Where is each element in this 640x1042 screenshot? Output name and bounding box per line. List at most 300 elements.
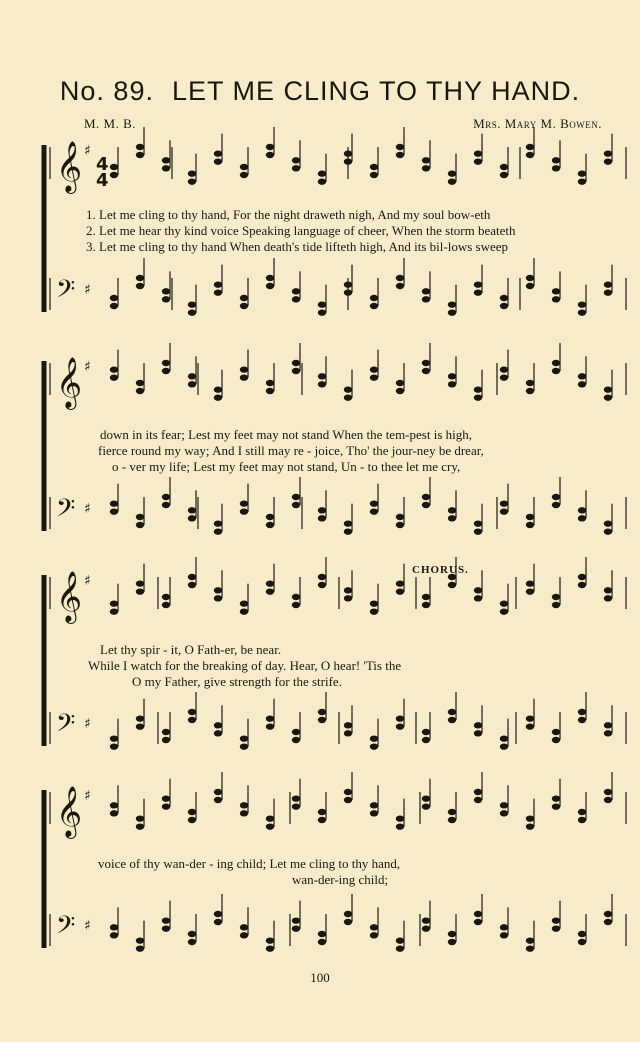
- notehead: [214, 289, 222, 295]
- notehead: [266, 522, 274, 528]
- notehead: [188, 809, 196, 815]
- notehead: [188, 301, 196, 307]
- notehead: [500, 366, 508, 372]
- notehead: [162, 737, 170, 743]
- notehead: [344, 150, 352, 156]
- notehead: [474, 595, 482, 601]
- notehead: [136, 588, 144, 594]
- notehead: [526, 152, 534, 158]
- notehead: [188, 939, 196, 945]
- notehead: [188, 507, 196, 513]
- notehead: [344, 528, 352, 534]
- notehead: [552, 296, 560, 302]
- notehead: [370, 172, 378, 178]
- notehead: [344, 797, 352, 803]
- notehead: [526, 580, 534, 586]
- notehead: [344, 520, 352, 526]
- notehead: [422, 157, 430, 163]
- notehead: [162, 803, 170, 809]
- notehead: [318, 170, 326, 176]
- notehead: [448, 515, 456, 521]
- chorus-label: CHORUS.: [412, 564, 469, 576]
- notehead: [110, 735, 118, 741]
- notehead: [214, 150, 222, 156]
- notehead: [240, 500, 248, 506]
- notehead: [370, 374, 378, 380]
- time-signature-icon: 4: [96, 170, 109, 191]
- composer-credit: M. M. B.: [84, 116, 137, 131]
- notehead: [162, 494, 170, 500]
- treble-clef-icon: 𝄞: [56, 786, 83, 837]
- notehead: [240, 600, 248, 606]
- notehead: [188, 717, 196, 723]
- notehead: [266, 723, 274, 729]
- notehead: [422, 602, 430, 608]
- notehead: [318, 381, 326, 387]
- notehead: [604, 289, 612, 295]
- notehead: [370, 366, 378, 372]
- notehead: [526, 522, 534, 528]
- notehead: [136, 275, 144, 281]
- notehead: [292, 157, 300, 163]
- notehead: [448, 717, 456, 723]
- bass-clef-icon: 𝄢: [56, 494, 76, 529]
- notehead: [292, 925, 300, 931]
- notehead: [292, 795, 300, 801]
- notehead: [396, 388, 404, 394]
- notehead: [474, 150, 482, 156]
- notehead: [240, 924, 248, 930]
- notehead: [552, 368, 560, 374]
- key-signature-sharp-icon: ♯: [84, 918, 91, 934]
- notehead: [500, 924, 508, 930]
- key-signature-sharp-icon: ♯: [84, 788, 91, 804]
- notehead: [370, 810, 378, 816]
- notehead: [604, 394, 612, 400]
- notehead: [604, 281, 612, 287]
- notehead: [396, 823, 404, 829]
- notehead: [188, 373, 196, 379]
- notehead: [318, 515, 326, 521]
- notehead: [266, 588, 274, 594]
- notehead: [162, 925, 170, 931]
- notehead: [162, 602, 170, 608]
- notehead: [136, 380, 144, 386]
- notehead: [214, 520, 222, 526]
- notehead: [526, 815, 534, 821]
- notehead: [474, 722, 482, 728]
- notehead: [214, 797, 222, 803]
- notehead: [474, 158, 482, 164]
- notehead: [370, 802, 378, 808]
- notehead: [370, 924, 378, 930]
- notehead: [292, 165, 300, 171]
- notehead: [266, 380, 274, 386]
- notehead: [474, 528, 482, 534]
- notehead: [396, 588, 404, 594]
- notehead: [474, 281, 482, 287]
- notehead: [110, 508, 118, 514]
- notehead: [422, 917, 430, 923]
- notehead: [500, 164, 508, 170]
- notehead: [396, 937, 404, 943]
- notehead: [110, 802, 118, 808]
- notehead: [162, 917, 170, 923]
- notehead: [162, 502, 170, 508]
- notehead: [266, 275, 274, 281]
- notehead: [396, 380, 404, 386]
- notehead: [344, 394, 352, 400]
- notehead: [188, 170, 196, 176]
- time-signature-icon: 4: [96, 154, 109, 175]
- notehead: [526, 388, 534, 394]
- notehead: [422, 360, 430, 366]
- notehead: [500, 743, 508, 749]
- notehead: [292, 594, 300, 600]
- treble-clef-icon: 𝄞: [56, 357, 83, 408]
- notehead: [578, 381, 586, 387]
- notehead: [266, 388, 274, 394]
- notehead: [526, 144, 534, 150]
- notehead: [552, 925, 560, 931]
- notehead: [292, 494, 300, 500]
- lyric-line: down in its fear; Lest my feet may not stand When the tem-pest is high,: [100, 427, 472, 442]
- key-signature-sharp-icon: ♯: [84, 282, 91, 298]
- notehead: [604, 528, 612, 534]
- notehead: [396, 522, 404, 528]
- notehead: [110, 374, 118, 380]
- notehead: [396, 580, 404, 586]
- key-signature-sharp-icon: ♯: [84, 716, 91, 732]
- notehead: [500, 802, 508, 808]
- notehead: [136, 945, 144, 951]
- notehead: [136, 723, 144, 729]
- treble-clef-icon: 𝄞: [56, 571, 83, 622]
- notehead: [292, 502, 300, 508]
- author-credit: Mrs. Mary M. Bowen.: [473, 116, 602, 131]
- notehead: [604, 789, 612, 795]
- notehead: [318, 309, 326, 315]
- notehead: [474, 386, 482, 392]
- notehead: [188, 574, 196, 580]
- notehead: [188, 178, 196, 184]
- notehead: [214, 158, 222, 164]
- notehead: [240, 735, 248, 741]
- notehead: [578, 582, 586, 588]
- notehead: [110, 366, 118, 372]
- notehead: [448, 809, 456, 815]
- notehead: [214, 386, 222, 392]
- notehead: [578, 809, 586, 815]
- notehead: [448, 507, 456, 513]
- notehead: [344, 911, 352, 917]
- notehead: [552, 602, 560, 608]
- notehead: [552, 288, 560, 294]
- notehead: [604, 722, 612, 728]
- notehead: [396, 514, 404, 520]
- notehead: [240, 164, 248, 170]
- notehead: [162, 296, 170, 302]
- notehead: [214, 394, 222, 400]
- notehead: [552, 157, 560, 163]
- notehead: [318, 574, 326, 580]
- notehead: [214, 722, 222, 728]
- notehead: [266, 945, 274, 951]
- notehead: [422, 925, 430, 931]
- notehead: [266, 152, 274, 158]
- notehead: [422, 288, 430, 294]
- notehead: [136, 815, 144, 821]
- lyric-line: o - ver my life; Lest my feet may not stand, Un - to thee let me cry,: [112, 459, 461, 474]
- notehead: [578, 717, 586, 723]
- notehead: [422, 737, 430, 743]
- notehead: [552, 795, 560, 801]
- notehead: [240, 303, 248, 309]
- notehead: [552, 502, 560, 508]
- notehead: [396, 275, 404, 281]
- notehead: [500, 608, 508, 614]
- page-number: 100: [310, 970, 330, 985]
- notehead: [604, 158, 612, 164]
- bass-clef-icon: 𝄢: [56, 275, 76, 310]
- notehead: [110, 164, 118, 170]
- notehead: [136, 580, 144, 586]
- notehead: [318, 709, 326, 715]
- notehead: [110, 600, 118, 606]
- hymn-name: LET ME CLING TO THY HAND.: [171, 76, 581, 106]
- notehead: [266, 283, 274, 289]
- notehead: [422, 296, 430, 302]
- notehead: [136, 823, 144, 829]
- notehead: [292, 917, 300, 923]
- notehead: [604, 797, 612, 803]
- notehead: [474, 587, 482, 593]
- notehead: [526, 937, 534, 943]
- lyric-line: 3. Let me cling to thy hand When death's tide lifteth high, And its bil-lows sweep: [86, 239, 509, 254]
- notehead: [448, 931, 456, 937]
- notehead: [344, 919, 352, 925]
- notehead: [604, 911, 612, 917]
- notehead: [188, 582, 196, 588]
- notehead: [500, 500, 508, 506]
- notehead: [136, 152, 144, 158]
- notehead: [318, 178, 326, 184]
- notehead: [292, 737, 300, 743]
- notehead: [344, 730, 352, 736]
- notehead: [162, 594, 170, 600]
- notehead: [578, 507, 586, 513]
- notehead: [448, 170, 456, 176]
- notehead: [370, 932, 378, 938]
- notehead: [604, 919, 612, 925]
- notehead: [500, 374, 508, 380]
- notehead: [526, 945, 534, 951]
- notehead: [318, 717, 326, 723]
- lyric-line: 1. Let me cling to thy hand, For the night draweth nigh, And my soul bow-eth: [86, 207, 491, 222]
- notehead: [162, 368, 170, 374]
- notehead: [240, 374, 248, 380]
- notehead: [526, 380, 534, 386]
- notehead: [266, 823, 274, 829]
- notehead: [500, 600, 508, 606]
- notehead: [526, 275, 534, 281]
- notehead: [318, 507, 326, 513]
- notehead: [396, 144, 404, 150]
- notehead: [604, 150, 612, 156]
- notehead: [552, 803, 560, 809]
- notehead: [344, 289, 352, 295]
- notehead: [396, 723, 404, 729]
- notehead: [370, 164, 378, 170]
- notehead: [188, 709, 196, 715]
- notehead: [110, 810, 118, 816]
- notehead: [162, 157, 170, 163]
- notehead: [110, 743, 118, 749]
- notehead: [552, 494, 560, 500]
- notehead: [500, 932, 508, 938]
- notehead: [422, 368, 430, 374]
- notehead: [552, 729, 560, 735]
- notehead: [578, 817, 586, 823]
- lyric-line: While I watch for the breaking of day. Hear, O hear! 'Tis the: [88, 658, 402, 673]
- notehead: [214, 911, 222, 917]
- notehead: [578, 515, 586, 521]
- notehead: [500, 295, 508, 301]
- notehead: [266, 937, 274, 943]
- notehead: [162, 729, 170, 735]
- notehead: [526, 283, 534, 289]
- notehead: [422, 803, 430, 809]
- notehead: [500, 508, 508, 514]
- bass-clef-icon: 𝄢: [56, 911, 76, 946]
- notehead: [240, 743, 248, 749]
- notehead: [214, 528, 222, 534]
- lyric-line: wan-der-ing child;: [292, 872, 389, 887]
- notehead: [318, 373, 326, 379]
- notehead: [448, 381, 456, 387]
- notehead: [292, 368, 300, 374]
- notehead: [500, 303, 508, 309]
- key-signature-sharp-icon: ♯: [84, 501, 91, 517]
- notehead: [292, 803, 300, 809]
- treble-clef-icon: 𝄞: [56, 141, 83, 192]
- notehead: [474, 919, 482, 925]
- notehead: [266, 514, 274, 520]
- notehead: [240, 608, 248, 614]
- notehead: [240, 802, 248, 808]
- notehead: [214, 730, 222, 736]
- notehead: [448, 301, 456, 307]
- notehead: [240, 366, 248, 372]
- notehead: [396, 152, 404, 158]
- lyric-line: O my Father, give strength for the strife.: [132, 674, 342, 689]
- notehead: [500, 172, 508, 178]
- notehead: [344, 595, 352, 601]
- notehead: [422, 729, 430, 735]
- notehead: [162, 795, 170, 801]
- notehead: [136, 144, 144, 150]
- notehead: [396, 715, 404, 721]
- notehead: [136, 937, 144, 943]
- notehead: [162, 165, 170, 171]
- notehead: [552, 737, 560, 743]
- notehead: [604, 520, 612, 526]
- notehead: [188, 309, 196, 315]
- notehead: [344, 587, 352, 593]
- notehead: [240, 172, 248, 178]
- notehead: [162, 288, 170, 294]
- notehead: [474, 289, 482, 295]
- notehead: [110, 608, 118, 614]
- notehead: [448, 582, 456, 588]
- key-signature-sharp-icon: ♯: [84, 143, 91, 159]
- key-signature-sharp-icon: ♯: [84, 359, 91, 375]
- notehead: [526, 514, 534, 520]
- notehead: [266, 580, 274, 586]
- notehead: [240, 810, 248, 816]
- lyric-line: 2. Let me hear thy kind voice Speaking language of cheer, When the storm beateth: [86, 223, 516, 238]
- notehead: [578, 931, 586, 937]
- notehead: [188, 381, 196, 387]
- notehead: [526, 723, 534, 729]
- notehead: [214, 789, 222, 795]
- notehead: [370, 600, 378, 606]
- notehead: [188, 931, 196, 937]
- notehead: [344, 789, 352, 795]
- notehead: [214, 281, 222, 287]
- notehead: [136, 283, 144, 289]
- notehead: [318, 809, 326, 815]
- notehead: [396, 815, 404, 821]
- notehead: [318, 301, 326, 307]
- notehead: [370, 735, 378, 741]
- notehead: [240, 508, 248, 514]
- notehead: [292, 288, 300, 294]
- lyric-line: voice of thy wan-der - ing child; Let me cling to thy hand,: [98, 856, 401, 871]
- notehead: [396, 945, 404, 951]
- notehead: [396, 283, 404, 289]
- notehead: [110, 500, 118, 506]
- notehead: [240, 295, 248, 301]
- notehead: [214, 595, 222, 601]
- notehead: [318, 817, 326, 823]
- notehead: [422, 795, 430, 801]
- notehead: [474, 730, 482, 736]
- notehead: [604, 595, 612, 601]
- notehead: [448, 373, 456, 379]
- notehead: [240, 932, 248, 938]
- notehead: [552, 165, 560, 171]
- notehead: [604, 730, 612, 736]
- notehead: [448, 309, 456, 315]
- notehead: [136, 514, 144, 520]
- notehead: [578, 373, 586, 379]
- notehead: [110, 172, 118, 178]
- notehead: [318, 931, 326, 937]
- notehead: [448, 939, 456, 945]
- notehead: [370, 743, 378, 749]
- notehead: [292, 729, 300, 735]
- notehead: [526, 823, 534, 829]
- notehead: [370, 608, 378, 614]
- notehead: [422, 494, 430, 500]
- notehead: [422, 502, 430, 508]
- notehead: [136, 522, 144, 528]
- notehead: [318, 582, 326, 588]
- notehead: [344, 722, 352, 728]
- notehead: [578, 309, 586, 315]
- notehead: [344, 158, 352, 164]
